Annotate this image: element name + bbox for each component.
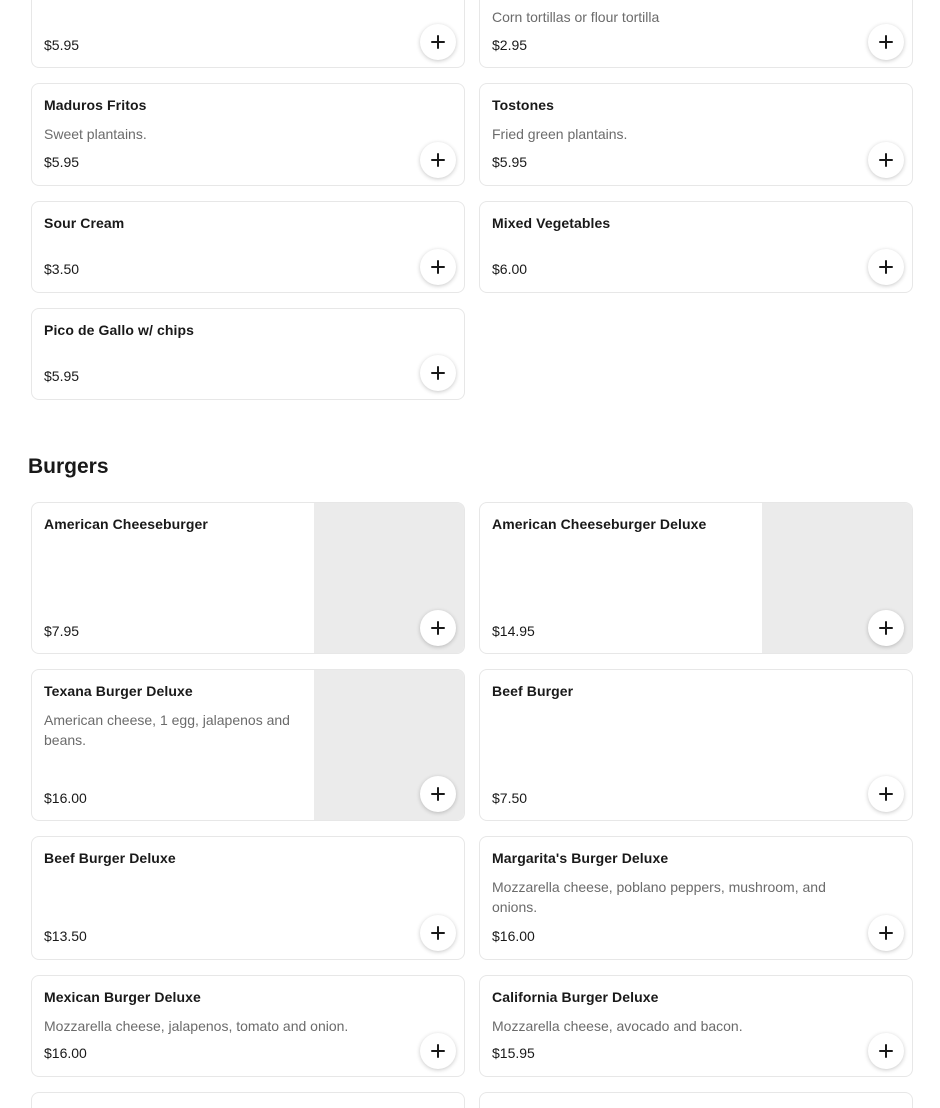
add-item-button[interactable] — [868, 24, 904, 60]
menu-item-card[interactable] — [479, 502, 913, 654]
plus-icon — [430, 925, 446, 941]
add-item-button[interactable] — [420, 1033, 456, 1069]
item-name: Pico de Gallo w/ chips — [44, 322, 195, 338]
plus-icon — [878, 620, 894, 636]
item-name: American Cheeseburger Deluxe — [492, 516, 707, 532]
menu-item-card[interactable] — [479, 669, 913, 821]
item-price: $7.95 — [44, 623, 80, 639]
plus-icon — [878, 152, 894, 168]
menu-item-card[interactable] — [31, 83, 465, 186]
item-description: American cheese, 1 egg, jalapenos and beans. — [44, 712, 290, 748]
item-price: $2.95 — [492, 37, 528, 53]
add-item-button[interactable] — [420, 24, 456, 60]
menu-item-card[interactable] — [479, 975, 913, 1077]
item-name: Texana Burger Deluxe — [44, 683, 193, 699]
plus-icon — [430, 1043, 446, 1059]
menu-item-card[interactable] — [31, 502, 465, 654]
item-price: $3.50 — [44, 261, 80, 277]
menu-item-card[interactable] — [479, 836, 913, 960]
menu-item-card[interactable] — [31, 975, 465, 1077]
menu-item-card[interactable] — [479, 201, 913, 293]
add-item-button[interactable] — [868, 142, 904, 178]
item-description: Sweet plantains. — [44, 126, 147, 142]
item-price: $16.00 — [44, 1045, 87, 1061]
item-price: $6.00 — [492, 261, 528, 277]
item-name: California Burger Deluxe — [492, 989, 659, 1005]
item-description: Mozzarella cheese, poblano peppers, mushroom, and onions. — [492, 879, 826, 915]
add-item-button[interactable] — [868, 1033, 904, 1069]
item-price: $5.95 — [44, 154, 80, 170]
menu-item-card[interactable] — [479, 83, 913, 186]
plus-icon — [878, 259, 894, 275]
menu-item-card[interactable] — [479, 1092, 913, 1108]
menu-item-card[interactable] — [31, 308, 465, 400]
plus-icon — [430, 365, 446, 381]
menu-item-card[interactable] — [31, 0, 465, 68]
add-item-button[interactable] — [420, 776, 456, 812]
plus-icon — [430, 786, 446, 802]
item-name: Sour Cream — [44, 215, 125, 231]
menu-item-card[interactable] — [31, 669, 465, 821]
item-description: Mozzarella cheese, jalapenos, tomato and onion. — [44, 1018, 349, 1034]
item-price: $15.95 — [492, 1045, 535, 1061]
item-name: Tostones — [492, 97, 554, 113]
item-description: Corn tortillas or flour tortilla — [492, 9, 660, 25]
plus-icon — [430, 34, 446, 50]
plus-icon — [878, 1043, 894, 1059]
item-name: Mexican Burger Deluxe — [44, 989, 201, 1005]
add-item-button[interactable] — [420, 249, 456, 285]
item-name: Beef Burger — [492, 683, 574, 699]
item-price: $5.95 — [44, 368, 80, 384]
item-description: Mozzarella cheese, avocado and bacon. — [492, 1018, 743, 1034]
add-item-button[interactable] — [420, 610, 456, 646]
item-name: Maduros Fritos — [44, 97, 147, 113]
add-item-button[interactable] — [420, 142, 456, 178]
menu-item-card[interactable] — [479, 0, 913, 68]
item-name: Mixed Vegetables — [492, 215, 611, 231]
item-price: $16.00 — [44, 790, 87, 806]
add-item-button[interactable] — [868, 610, 904, 646]
plus-icon — [878, 34, 894, 50]
item-price: $7.50 — [492, 790, 528, 806]
plus-icon — [878, 925, 894, 941]
add-item-button[interactable] — [868, 915, 904, 951]
section-title: Burgers — [28, 455, 109, 478]
plus-icon — [878, 786, 894, 802]
item-name: Margarita's Burger Deluxe — [492, 850, 669, 866]
item-price: $16.00 — [492, 928, 535, 944]
item-price: $5.95 — [44, 37, 80, 53]
item-description: Fried green plantains. — [492, 126, 628, 142]
add-item-button[interactable] — [868, 776, 904, 812]
add-item-button[interactable] — [868, 249, 904, 285]
item-price: $13.50 — [44, 928, 87, 944]
item-price: $5.95 — [492, 154, 528, 170]
item-name: Beef Burger Deluxe — [44, 850, 176, 866]
menu-item-card[interactable] — [31, 1092, 465, 1108]
add-item-button[interactable] — [420, 915, 456, 951]
plus-icon — [430, 620, 446, 636]
menu-item-card[interactable] — [31, 201, 465, 293]
item-price: $14.95 — [492, 623, 535, 639]
plus-icon — [430, 152, 446, 168]
plus-icon — [430, 259, 446, 275]
menu-item-card[interactable] — [31, 836, 465, 960]
item-name: American Cheeseburger — [44, 516, 208, 532]
add-item-button[interactable] — [420, 355, 456, 391]
